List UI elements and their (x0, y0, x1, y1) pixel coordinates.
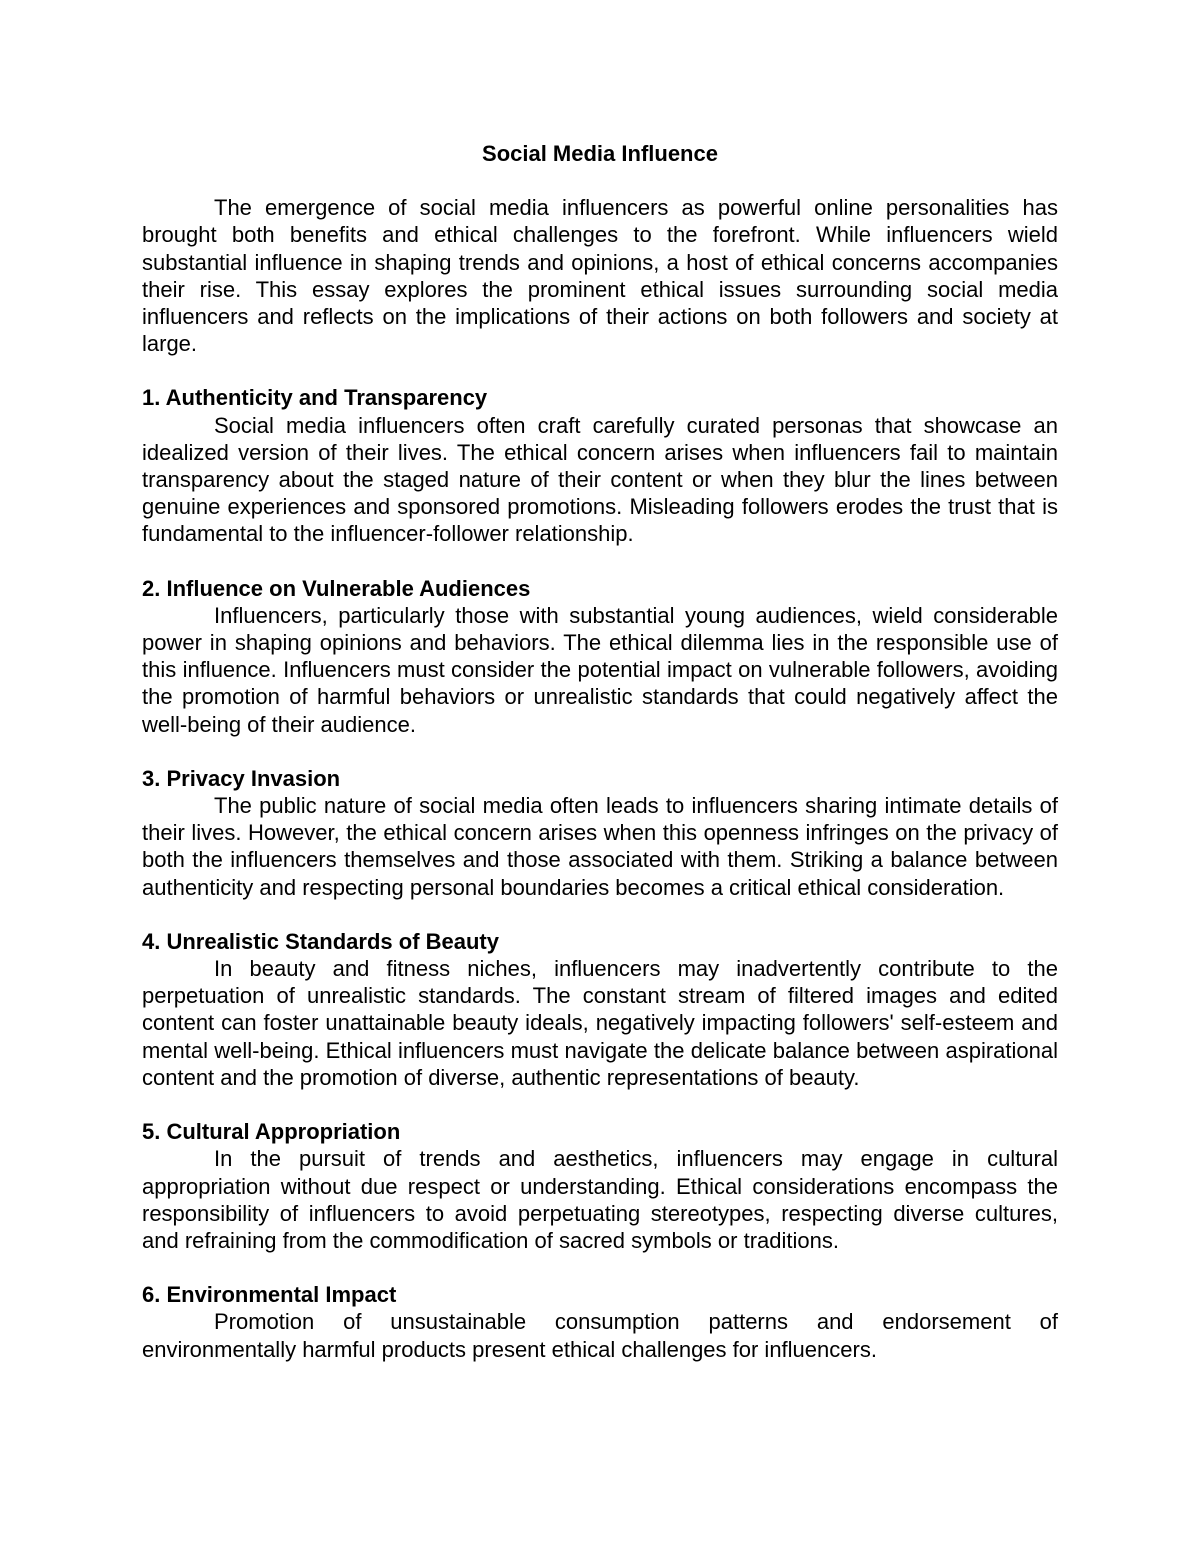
section-body: The public nature of social media often leads to influencers sharing intimate details of their lives. However, the ethical concern arises when this openness infringes on the privacy of both the influencers themselves and those associated with them. Striking a balance between authenticity and respecting personal boundaries becomes a critical ethical consideration. (142, 793, 1058, 900)
section-body: Social media influencers often craft carefully curated personas that showcase an idealized version of their lives. The ethical concern arises when influencers fail to maintain transparency about the staged nature of their content or when they blur the lines between genuine experiences and sponsored promotions. Misleading followers erodes the trust that is fundamental to the influencer-follower relationship. (142, 412, 1058, 547)
section-vulnerable-audiences (142, 575, 1058, 738)
section-body: Influencers, particularly those with substantial young audiences, wield considerable power in shaping opinions and behaviors. The ethical dilemma lies in the responsible use of this influence. Influencers must consider the potential impact on vulnerable followers, avoiding the promotion of harmful behaviors or unrealistic standards that could negatively affect the well-being of their audience. (142, 602, 1058, 737)
intro-paragraph: The emergence of social media influencers as powerful online personalities has brought both benefits and ethical challenges to the forefront. While influencers wield substantial influence in shaping trends and opinions, a host of ethical concerns accompanies their rise. This essay explores the prominent ethical issues surrounding social media influencers and reflects on the implications of their actions on both followers and society at large. (142, 195, 1058, 357)
section-heading: 2. Influence on Vulnerable Audiences (142, 575, 531, 601)
section-environmental-impact (142, 1281, 1058, 1363)
section-privacy-invasion (142, 765, 1058, 901)
section-body: In beauty and fitness niches, influencers may inadvertently contribute to the perpetuation of unrealistic standards. The constant stream of filtered images and edited content can foster unattainable beauty ideals, negatively impacting followers' self-esteem and mental well-being. Ethical influencers must navigate the delicate balance between aspirational content and the promotion of diverse, authentic representations of beauty. (142, 956, 1058, 1090)
section-heading: 4. Unrealistic Standards of Beauty (142, 928, 499, 954)
section-beauty-standards (142, 928, 1058, 1091)
section-heading: 5. Cultural Appropriation (142, 1119, 401, 1145)
document-content (142, 140, 1058, 1363)
section-heading: 6. Environmental Impact (142, 1282, 397, 1308)
section-heading: 1. Authenticity and Transparency (142, 385, 488, 411)
section-heading: 3. Privacy Invasion (142, 765, 341, 791)
section-authenticity (142, 384, 1058, 547)
document-title: Social Media Influence (482, 141, 718, 166)
section-cultural-appropriation (142, 1118, 1058, 1254)
section-body: In the pursuit of trends and aesthetics, influencers may engage in cultural appropriation without due respect or understanding. Ethical considerations encompass the responsibility of influencers to avoid perpetuating stereotypes, respecting diverse cultures, and refraining from the commodification of sacred symbols or traditions. (142, 1146, 1058, 1253)
section-body: Promotion of unsustainable consumption patterns and endorsement of environmentally harmful products present ethical challenges for influencers. (142, 1309, 1058, 1362)
